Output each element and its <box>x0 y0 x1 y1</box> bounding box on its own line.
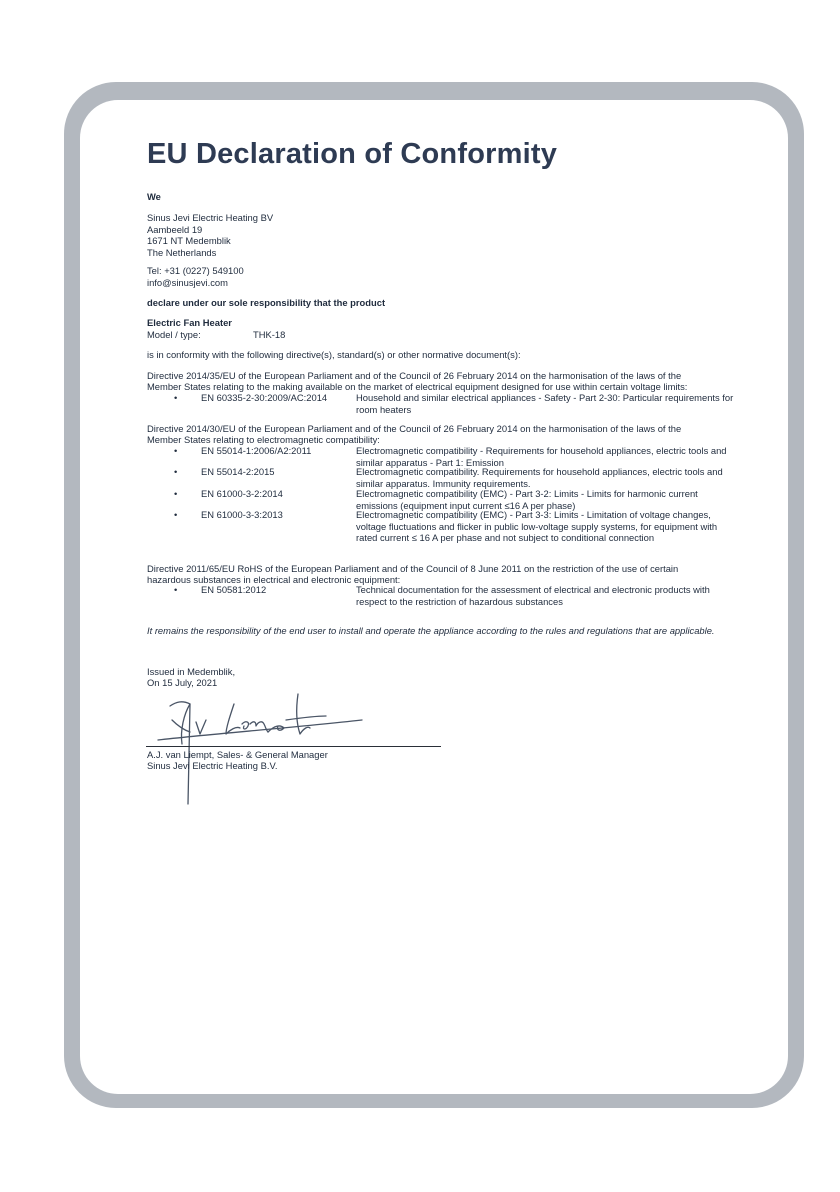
signatory-company: Sinus Jevi Electric Heating B.V. <box>147 760 278 771</box>
bullet-icon: • <box>174 466 178 477</box>
directive-1-line-2: Member States relating to the making available on the market of electrical equipment designed for use within certain voltage limits: <box>147 381 688 392</box>
company-street: Aambeeld 19 <box>147 223 203 235</box>
conformity-statement: is in conformity with the following directive(s), standard(s) or other normative document(s): <box>147 349 521 360</box>
document-title: EU Declaration of Conformity <box>147 138 558 170</box>
standard-code: EN 61000-3-2:2014 <box>201 488 283 499</box>
issued-date: On 15 July, 2021 <box>147 677 218 688</box>
company-tel: Tel: +31 (0227) 549100 <box>147 265 244 276</box>
standard-code: EN 60335-2-30:2009/AC:2014 <box>201 392 328 403</box>
directive-2-line-2: Member States relating to electromagnetic compatibility: <box>147 434 380 445</box>
declare-statement: declare under our sole responsibility that the product <box>147 297 386 308</box>
directive-3-line-2: hazardous substances in electrical and electronic equipment: <box>147 574 401 585</box>
standard-description: Household and similar electrical appliances - Safety - Part 2-30: Particular requirements for room heaters <box>356 392 734 415</box>
bullet-icon: • <box>174 509 178 520</box>
bullet-icon: • <box>174 392 178 403</box>
we-label: We <box>147 191 161 202</box>
standard-description: Electromagnetic compatibility (EMC) - Part 3-3: Limits - Limitation of voltage changes, voltage fluctuations and flicker in public low-voltage supply systems, for equipment with rated current ≤ 16 A per phase and not subject to conditional connection <box>356 509 718 543</box>
standard-code: EN 61000-3-3:2013 <box>201 509 283 520</box>
directive-1-line-1: Directive 2014/35/EU of the European Parliament and of the Council of 26 February 2014 on the harmonisation of the laws of the <box>147 370 682 381</box>
standard-description: Technical documentation for the assessment of electrical and electronic products with respect to the restriction of hazardous substances <box>356 584 710 607</box>
bullet-icon: • <box>174 445 178 456</box>
standard-code: EN 55014-2:2015 <box>201 466 275 477</box>
model-label: Model / type: <box>147 328 201 340</box>
standard-description: Electromagnetic compatibility (EMC) - Part 3-2: Limits - Limits for harmonic current emissions (equipment input current ≤16 A per phase) <box>356 488 698 511</box>
directive-3-line-1: Directive 2011/65/EU RoHS of the European Parliament and of the Council of 8 June 2011 on the restriction of the use of certain <box>147 563 679 574</box>
company-country: The Netherlands <box>147 246 217 258</box>
signatory-name: A.J. van Liempt, Sales- & General Manager <box>147 749 328 760</box>
directive-2-line-1: Directive 2014/30/EU of the European Parliament and of the Council of 26 February 2014 on the harmonisation of the laws of the <box>147 423 682 434</box>
standard-code: EN 55014-1:2006/A2:2011 <box>201 445 312 456</box>
standard-code: EN 50581:2012 <box>201 584 267 595</box>
company-name: Sinus Jevi Electric Heating BV <box>147 212 274 223</box>
model-value: THK-18 <box>253 328 286 340</box>
signature-line <box>146 746 441 747</box>
standard-description: Electromagnetic compatibility - Requirements for household appliances, electric tools and similar apparatus - Part 1: Emission <box>356 445 727 468</box>
company-email: info@sinusjevi.com <box>147 276 228 288</box>
bullet-icon: • <box>174 584 178 595</box>
issued-place: Issued in Medemblik, <box>147 666 236 677</box>
product-name: Electric Fan Heater <box>147 317 232 328</box>
company-postal: 1671 NT Medemblik <box>147 235 231 246</box>
standard-description: Electromagnetic compatibility. Requirements for household appliances, electric tools and similar apparatus. Immunity requirements. <box>356 466 723 489</box>
bullet-icon: • <box>174 488 178 499</box>
responsibility-note: It remains the responsibility of the end user to install and operate the appliance according to the rules and regulations that are applicable. <box>147 625 715 636</box>
